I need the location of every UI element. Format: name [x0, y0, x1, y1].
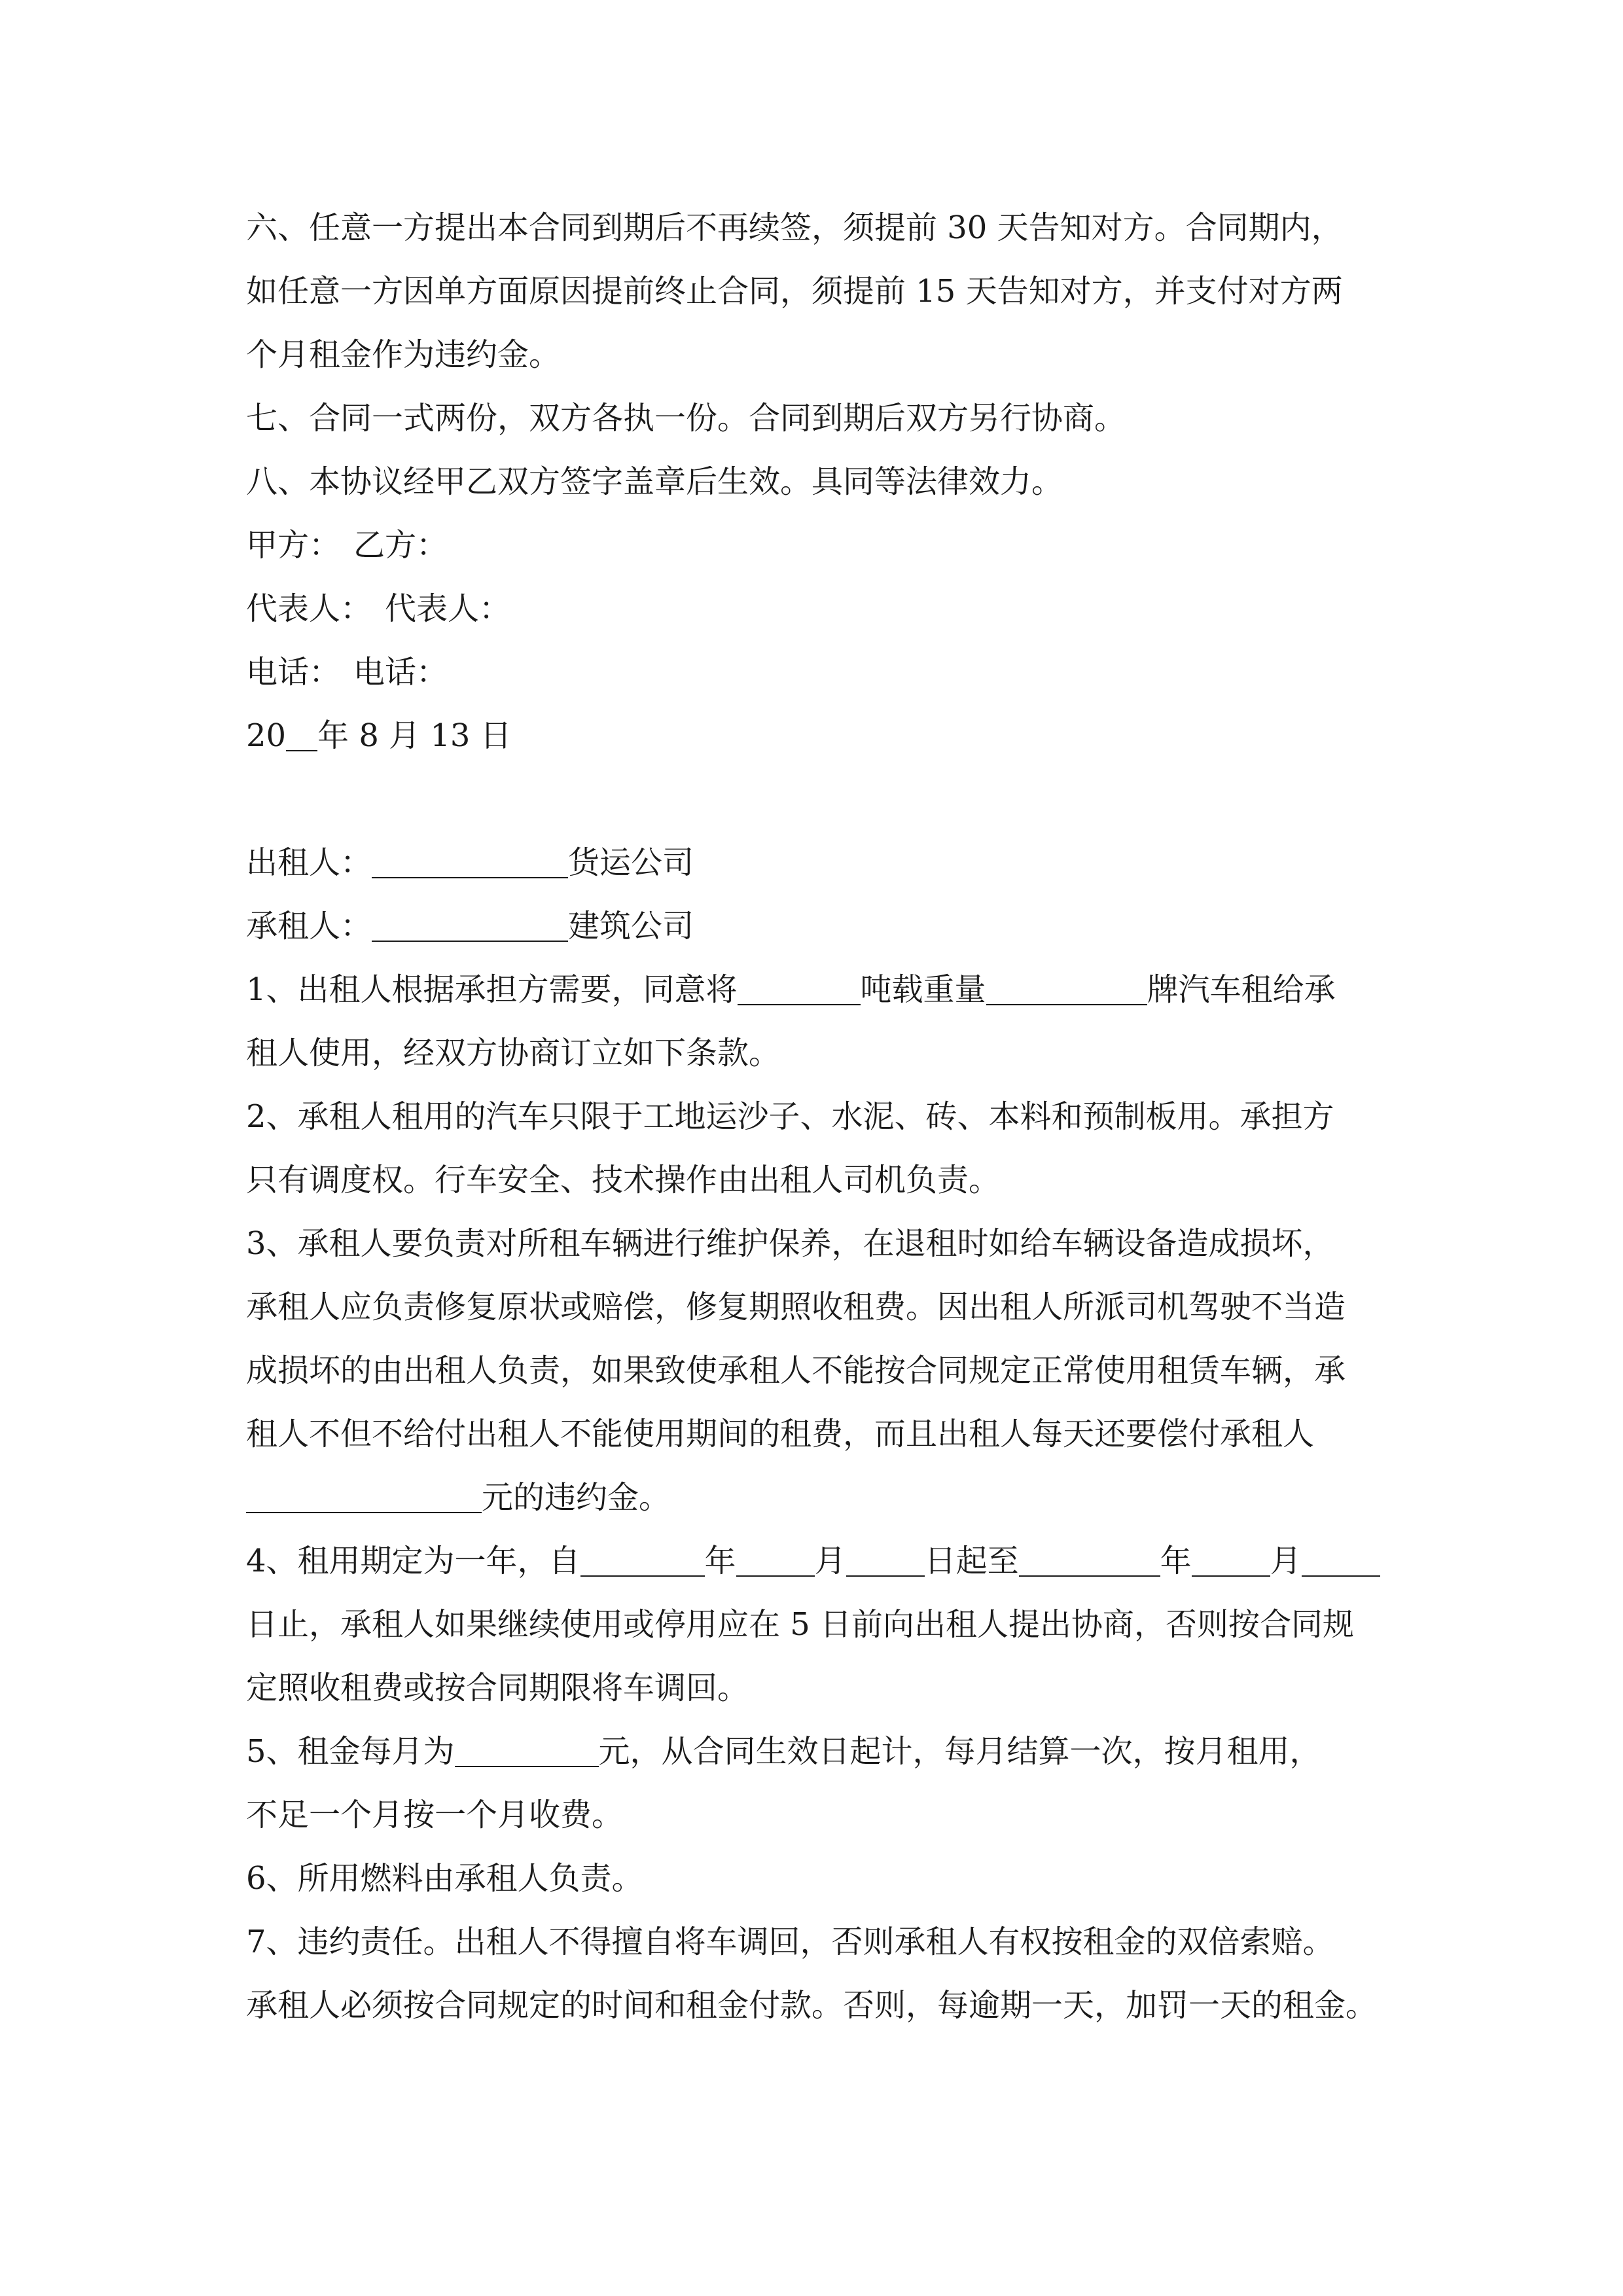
start-month-blank — [736, 1544, 815, 1577]
rep-a-label: 代表人： — [246, 590, 372, 627]
signature-phone-line — [246, 641, 1378, 704]
item-6: 6、所用燃料由承租人负责。 — [246, 1860, 643, 1897]
tonnage-blank — [738, 973, 861, 1005]
clause-7: 七、合同一式两份，双方各执一份。合同到期后双方另行协商。 — [246, 400, 1126, 437]
item-5-text-b: 元，从合同生效日起计，每月结算一次，按月租用， — [598, 1733, 1321, 1770]
date-rest: 年 8 月 13 日 — [317, 717, 512, 754]
item-3-line-2: 承租人应负责修复原状或赔偿，修复期照收租费。因出租人所派司机驾驶不当造 — [246, 1289, 1346, 1325]
end-month-blank — [1192, 1544, 1270, 1577]
item-7-line-1: 7、违约责任。出租人不得擅自将车调回，否则承租人有权按租金的双倍索赔。 — [246, 1924, 1334, 1960]
item-3-line-3: 成损坏的由出租人负责，如果致使承租人不能按合同规定正常使用租赁车辆，承 — [246, 1352, 1346, 1389]
item-1-line-2: 租人使用，经双方协商订立如下条款。 — [246, 1035, 781, 1071]
item-5-line-1 — [246, 1720, 1378, 1784]
item-1-text-b: 吨载重量 — [860, 971, 986, 1008]
lessee-suffix: 建筑公司 — [568, 908, 694, 944]
phone-b-label: 电话： — [353, 654, 448, 691]
item-4-line-3: 定照收租费或按合同期限将车调回。 — [246, 1670, 749, 1706]
lessor-line — [246, 831, 1378, 895]
section-spacer — [246, 768, 1378, 831]
lessor-suffix: 货运公司 — [568, 844, 694, 881]
end-day-blank — [1302, 1544, 1380, 1577]
date-year-blank — [286, 719, 317, 751]
item-4-line-1 — [246, 1530, 1378, 1593]
lessee-name-blank — [372, 909, 568, 942]
item-1-line-1 — [246, 958, 1378, 1022]
item-5-line-2: 不足一个月按一个月收费。 — [246, 1797, 624, 1833]
lessor-label: 出租人： — [246, 844, 372, 881]
item-4-text-a: 4、租用期定为一年，自 — [246, 1543, 580, 1579]
item-3-line-5 — [246, 1466, 1378, 1530]
date-prefix: 20 — [246, 717, 287, 754]
item-7-line-2: 承租人必须按合同规定的时间和租金付款。否则，每逾期一天，加罚一天的租金。 — [246, 1987, 1378, 2024]
item-2-line-1: 2、承租人租用的汽车只限于工地运沙子、水泥、砖、本料和预制板用。承担方 — [246, 1098, 1334, 1135]
item-4-line-2: 日止，承租人如果继续使用或停用应在 5 日前向出租人提出协商，否则按合同规 — [246, 1606, 1355, 1643]
item-4-year-2: 年 — [1160, 1543, 1192, 1579]
item-4-year-1: 年 — [704, 1543, 736, 1579]
lessee-label: 承租人： — [246, 908, 372, 944]
item-4-day-1: 日起至 — [924, 1543, 1019, 1579]
signature-date-line — [246, 704, 1378, 768]
item-3-line-1: 3、承租人要负责对所租车辆进行维护保养，在退租时如给车辆设备造成损坏， — [246, 1225, 1334, 1262]
clause-6-line-1: 六、任意一方提出本合同到期后不再续签，须提前 30 天告知对方。合同期内， — [246, 209, 1343, 246]
party-b-label: 乙方： — [353, 527, 448, 564]
lessor-name-blank — [372, 846, 568, 878]
end-year-blank — [1019, 1544, 1160, 1577]
signature-party-line — [246, 514, 1378, 577]
document-page — [246, 196, 1378, 2037]
rep-b-label: 代表人： — [385, 590, 511, 627]
penalty-amount-blank — [246, 1480, 482, 1513]
item-4-month-2: 月 — [1270, 1543, 1302, 1579]
clause-6-line-3: 个月租金作为违约金。 — [246, 336, 561, 373]
start-year-blank — [580, 1544, 705, 1577]
item-4-month-1: 月 — [814, 1543, 846, 1579]
monthly-rent-blank — [455, 1734, 599, 1767]
item-3-end: 元的违约金。 — [482, 1479, 671, 1516]
phone-a-label: 电话： — [246, 654, 341, 691]
item-1-text-c: 牌汽车租给承 — [1147, 971, 1336, 1008]
brand-blank — [986, 973, 1147, 1005]
lessee-line — [246, 895, 1378, 958]
item-2-line-2: 只有调度权。行车安全、技术操作由出租人司机负责。 — [246, 1162, 1001, 1198]
item-3-line-4: 租人不但不给付出租人不能使用期间的租费，而且出租人每天还要偿付承租人 — [246, 1416, 1315, 1452]
item-1-text-a: 1、出租人根据承担方需要，同意将 — [246, 971, 738, 1008]
signature-rep-line — [246, 577, 1378, 641]
clause-8: 八、本协议经甲乙双方签字盖章后生效。具同等法律效力。 — [246, 463, 1063, 500]
party-a-label: 甲方： — [246, 527, 341, 564]
item-5-text-a: 5、租金每月为 — [246, 1733, 455, 1770]
clause-6-line-2: 如任意一方因单方面原因提前终止合同，须提前 15 天告知对方，并支付对方两 — [246, 273, 1343, 310]
start-day-blank — [846, 1544, 925, 1577]
